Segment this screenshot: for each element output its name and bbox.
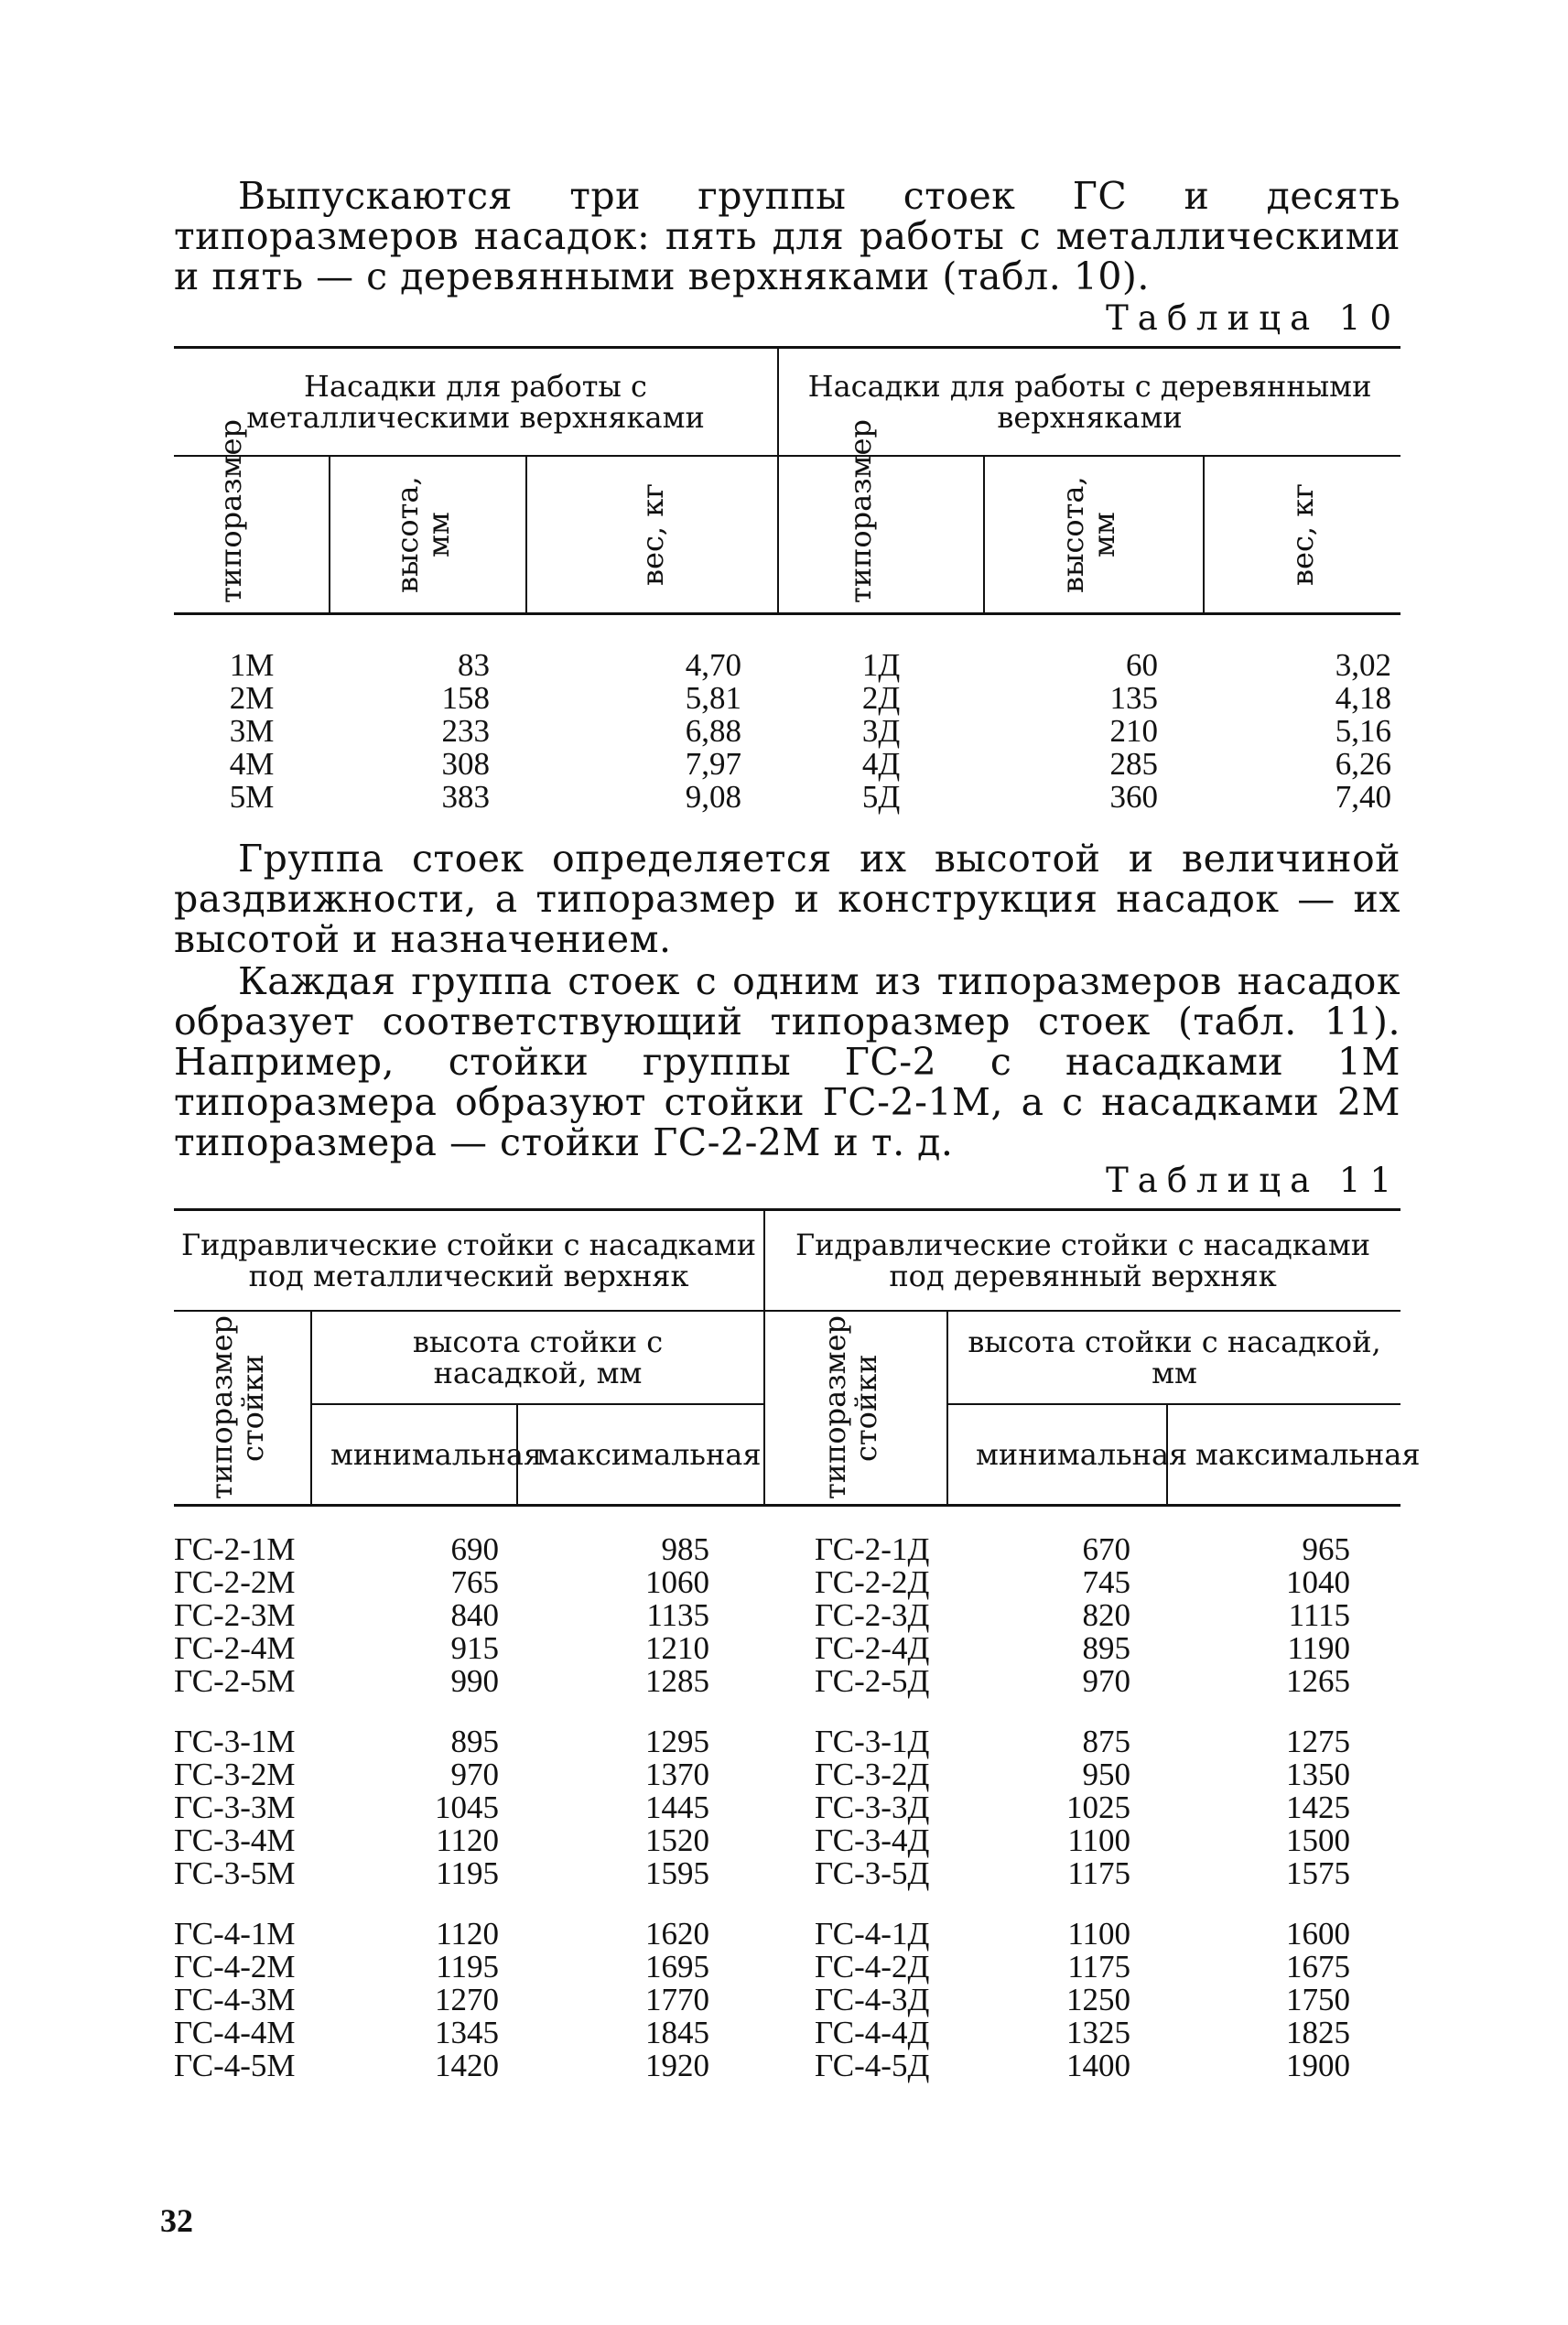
table11-caption: Таблица 11	[1106, 1161, 1400, 1200]
table11-cell: ГС-3-1М	[174, 1723, 296, 1759]
table11-row	[174, 1918, 1400, 1951]
table11-col-max-metal: максимальная	[517, 1404, 764, 1506]
table10-cell: 4,70	[685, 646, 742, 683]
table11-cell: 1920	[645, 2047, 710, 2083]
table10-col-weight-metal: вес, кг	[634, 483, 670, 586]
table11-col-type-metal: типоразмер стойки	[203, 1315, 270, 1499]
table11-col-height-wood: высота стойки с насадкой, мм	[947, 1311, 1400, 1404]
table10-col-type-wood: типоразмер	[842, 419, 878, 603]
table10-col-weight-wood: вес, кг	[1285, 483, 1321, 586]
table11-cell: 1575	[1286, 1855, 1351, 1891]
table11-cell: 1045	[435, 1789, 499, 1825]
table11-cell: 1900	[1286, 2047, 1351, 2083]
table11-cell: 895	[450, 1723, 499, 1759]
table11-cell: ГС-3-2М	[174, 1756, 296, 1792]
table11-cell: 1195	[436, 1948, 499, 1984]
table10-group-metal: Насадки для работы с металлическими верхняками	[174, 348, 778, 457]
table10-row	[174, 715, 1400, 748]
table10-cell: 5М	[229, 778, 275, 815]
table10-cell: 1М	[229, 646, 275, 683]
table11-cell: 1060	[645, 1563, 710, 1600]
table10-body	[174, 614, 1400, 814]
table11-body	[174, 1506, 1400, 2082]
table11-cell: ГС-4-5Д	[815, 2047, 930, 2083]
table10-col-height-metal: высота, мм	[389, 476, 456, 593]
table11-cell: 970	[450, 1756, 499, 1792]
paragraph-group: Группа стоек определяется их высотой и величиной раздвижности, а типоразмер и конструкция насадок — их высотой и назначением.	[174, 837, 1400, 961]
table11-cell: ГС-3-3Д	[815, 1789, 930, 1825]
table11-row	[174, 1599, 1400, 1632]
table10-cell: 3Д	[861, 712, 901, 749]
table11-cell: ГС-2-4Д	[815, 1629, 930, 1666]
table11-col-type-wood: типоразмер стойки	[817, 1315, 884, 1499]
table11-group-wood: Гидравлические стойки с насадками под деревянный верхняк	[795, 1227, 1371, 1293]
table10-cell: 158	[441, 679, 490, 716]
table11-cell: ГС-2-3Д	[815, 1596, 930, 1633]
table11-cell: 1120	[436, 1822, 499, 1858]
table11-cell: 1285	[645, 1662, 710, 1699]
table11-row	[174, 1665, 1400, 1698]
table11-cell: ГС-3-3М	[174, 1789, 296, 1825]
table11-col-min-metal: минимальная	[311, 1404, 517, 1506]
table10-cell: 3,02	[1335, 646, 1392, 683]
paragraph-example: Каждая группа стоек с одним из типоразмеров насадок образует соответствующий типоразмер стоек (табл. 11). Например, стойки группы ГС-2 с насадками 1М типоразмера образуют стойки ГС-2-1М, а с насадками 2М типоразмера — стойки ГС-2-2М и т. д.	[174, 959, 1400, 1164]
table10-cell: 285	[1109, 745, 1159, 782]
table11-cell: ГС-4-3М	[174, 1981, 296, 2017]
table11-cell: 1770	[645, 1981, 710, 2017]
paragraph-intro: Выпускаются три группы стоек ГС и десять типоразмеров насадок: пять для работы с металлическими и пять — с деревянными верхняками (табл. 10).	[174, 174, 1400, 298]
table10-cell: 4М	[229, 745, 275, 782]
table11-cell: 1400	[1066, 2047, 1131, 2083]
table11-cell: 1175	[1067, 1948, 1131, 1984]
table11-cell: ГС-2-5Д	[815, 1662, 930, 1699]
table10-cell: 83	[458, 646, 490, 683]
table10-col-height-wood: высота, мм	[1055, 476, 1122, 593]
table10-row	[174, 649, 1400, 682]
table11-cell: ГС-3-5М	[174, 1855, 296, 1891]
table11-cell: 1520	[645, 1822, 710, 1858]
table11-cell: 840	[450, 1596, 499, 1633]
table10-row	[174, 682, 1400, 715]
table11-cell: ГС-3-4М	[174, 1822, 296, 1858]
table11-cell: 1350	[1286, 1756, 1351, 1792]
table10-cell: 2М	[229, 679, 275, 716]
table10-cell: 5,81	[685, 679, 742, 716]
table11-group-metal: Гидравлические стойки с насадками под металлический верхняк	[174, 1210, 764, 1312]
table10-cell: 4Д	[861, 745, 901, 782]
table11-cell: 1135	[646, 1596, 710, 1633]
table10-cell: 3М	[229, 712, 275, 749]
table11-cell: ГС-4-2Д	[815, 1948, 930, 1984]
table11-cell: 1675	[1286, 1948, 1351, 1984]
table11-cell: ГС-2-1Д	[815, 1530, 930, 1567]
table10-cell: 233	[441, 712, 490, 749]
table11-cell: 1620	[645, 1915, 710, 1952]
table11-cell: ГС-2-2Д	[815, 1563, 930, 1600]
table11-row	[174, 1566, 1400, 1599]
table11-cell: ГС-3-4Д	[815, 1822, 930, 1858]
table11-cell: 1695	[645, 1948, 710, 1984]
table11-cell: 985	[661, 1530, 710, 1567]
table11-cell: 1265	[1286, 1662, 1351, 1699]
table11-cell: 690	[450, 1530, 499, 1567]
table10-cell: 5Д	[861, 778, 901, 815]
table10-cell: 7,97	[685, 745, 742, 782]
table11-cell: 1195	[436, 1855, 499, 1891]
table11-row	[174, 1533, 1400, 1566]
table11-cell: ГС-4-3Д	[815, 1981, 930, 2017]
table11-cell: ГС-2-5М	[174, 1662, 296, 1699]
table10-row	[174, 748, 1400, 781]
table11-cell: 895	[1082, 1629, 1131, 1666]
table11-cell: 1420	[435, 2047, 499, 2083]
table10-cell: 360	[1109, 778, 1159, 815]
table11-cell: 1325	[1066, 2014, 1131, 2050]
table11-cell: ГС-4-1Д	[815, 1915, 930, 1952]
table11-cell: 1025	[1066, 1789, 1131, 1825]
table11-cell: 1100	[1067, 1915, 1131, 1952]
table11-cell: ГС-2-1М	[174, 1530, 296, 1567]
table11-cell: 1190	[1287, 1629, 1351, 1666]
table10-cell: 383	[441, 778, 490, 815]
table11-cell: ГС-2-3М	[174, 1596, 296, 1633]
table11-cell: 1115	[1288, 1596, 1351, 1633]
table10-row	[174, 781, 1400, 814]
table11-cell: 1845	[645, 2014, 710, 2050]
table11-cell: 820	[1082, 1596, 1131, 1633]
table10-cell: 1Д	[861, 646, 901, 683]
table11-cell: 745	[1082, 1563, 1131, 1600]
table11-row	[174, 1758, 1400, 1791]
table11-cell: 990	[450, 1662, 499, 1699]
table10-cell: 2Д	[861, 679, 901, 716]
table10-cell: 7,40	[1335, 778, 1392, 815]
table11-row	[174, 1857, 1400, 1890]
table11-cell: 1250	[1066, 1981, 1131, 2017]
table11-cell: 765	[450, 1563, 499, 1600]
table11-cell: 1295	[645, 1723, 710, 1759]
table11-cell: 875	[1082, 1723, 1131, 1759]
table11-cell: 950	[1082, 1756, 1131, 1792]
table11-cell: ГС-3-2Д	[815, 1756, 930, 1792]
table11-cell: 1175	[1067, 1855, 1131, 1891]
table11-cell: 965	[1302, 1530, 1351, 1567]
table11-col-max-wood: максимальная	[1195, 1437, 1421, 1472]
table10-cell: 135	[1109, 679, 1159, 716]
table11-cell: 1040	[1286, 1563, 1351, 1600]
table10-cell: 5,16	[1335, 712, 1392, 749]
table11-cell: 1445	[645, 1789, 710, 1825]
table11-cell: 1500	[1286, 1822, 1351, 1858]
table11-cell: ГС-2-2М	[174, 1563, 296, 1600]
table10-col-type-metal: типоразмер	[212, 419, 248, 603]
table11-cell: ГС-2-4М	[174, 1629, 296, 1666]
table11-cell: 1275	[1286, 1723, 1351, 1759]
table11-row	[174, 1824, 1400, 1857]
table11-row	[174, 1725, 1400, 1758]
table11-row	[174, 2049, 1400, 2082]
table10-cell: 210	[1109, 712, 1159, 749]
table10-cell: 6,88	[685, 712, 742, 749]
table11-cell: 1270	[435, 1981, 499, 2017]
table11-cell: 1120	[436, 1915, 499, 1952]
table11-row	[174, 1951, 1400, 1984]
table10-cell: 4,18	[1335, 679, 1392, 716]
table10-cell: 60	[1126, 646, 1159, 683]
table11-row	[174, 2017, 1400, 2049]
table11-cell: ГС-4-2М	[174, 1948, 296, 1984]
table10-cell: 6,26	[1335, 745, 1392, 782]
table11-cell: ГС-4-5М	[174, 2047, 296, 2083]
table11-row	[174, 1791, 1400, 1824]
table10-group-wood: Насадки для работы с деревянными верхняками	[807, 369, 1372, 435]
table11-cell: 1425	[1286, 1789, 1351, 1825]
table11-cell: 1600	[1286, 1915, 1351, 1952]
table11-cell: 670	[1082, 1530, 1131, 1567]
table11-cell: 915	[450, 1629, 499, 1666]
table11-cell: ГС-4-4М	[174, 2014, 296, 2050]
table11-row	[174, 1632, 1400, 1665]
table11-cell: 1345	[435, 2014, 499, 2050]
table11-col-height-metal: высота стойки с насадкой, мм	[311, 1311, 764, 1404]
table11-cell: 1370	[645, 1756, 710, 1792]
table11-cell: ГС-4-1М	[174, 1915, 296, 1952]
table11-cell: 1750	[1286, 1981, 1351, 2017]
table11-cell: 1825	[1286, 2014, 1351, 2050]
table10	[174, 346, 1400, 814]
table11-cell: ГС-3-1Д	[815, 1723, 930, 1759]
table11-row	[174, 1984, 1400, 2017]
table11-cell: ГС-3-5Д	[815, 1855, 930, 1891]
table11-cell: ГС-4-4Д	[815, 2014, 930, 2050]
table10-cell: 9,08	[685, 778, 742, 815]
table10-caption: Таблица 10	[1106, 298, 1400, 338]
page-number: 32	[160, 2202, 193, 2239]
table11-cell: 1100	[1067, 1822, 1131, 1858]
table11-cell: 1210	[645, 1629, 710, 1666]
table11	[174, 1208, 1421, 2083]
table10-cell: 308	[441, 745, 490, 782]
table11-col-min-wood: минимальная	[947, 1404, 1167, 1506]
table11-cell: 970	[1082, 1662, 1131, 1699]
table11-cell: 1595	[645, 1855, 710, 1891]
